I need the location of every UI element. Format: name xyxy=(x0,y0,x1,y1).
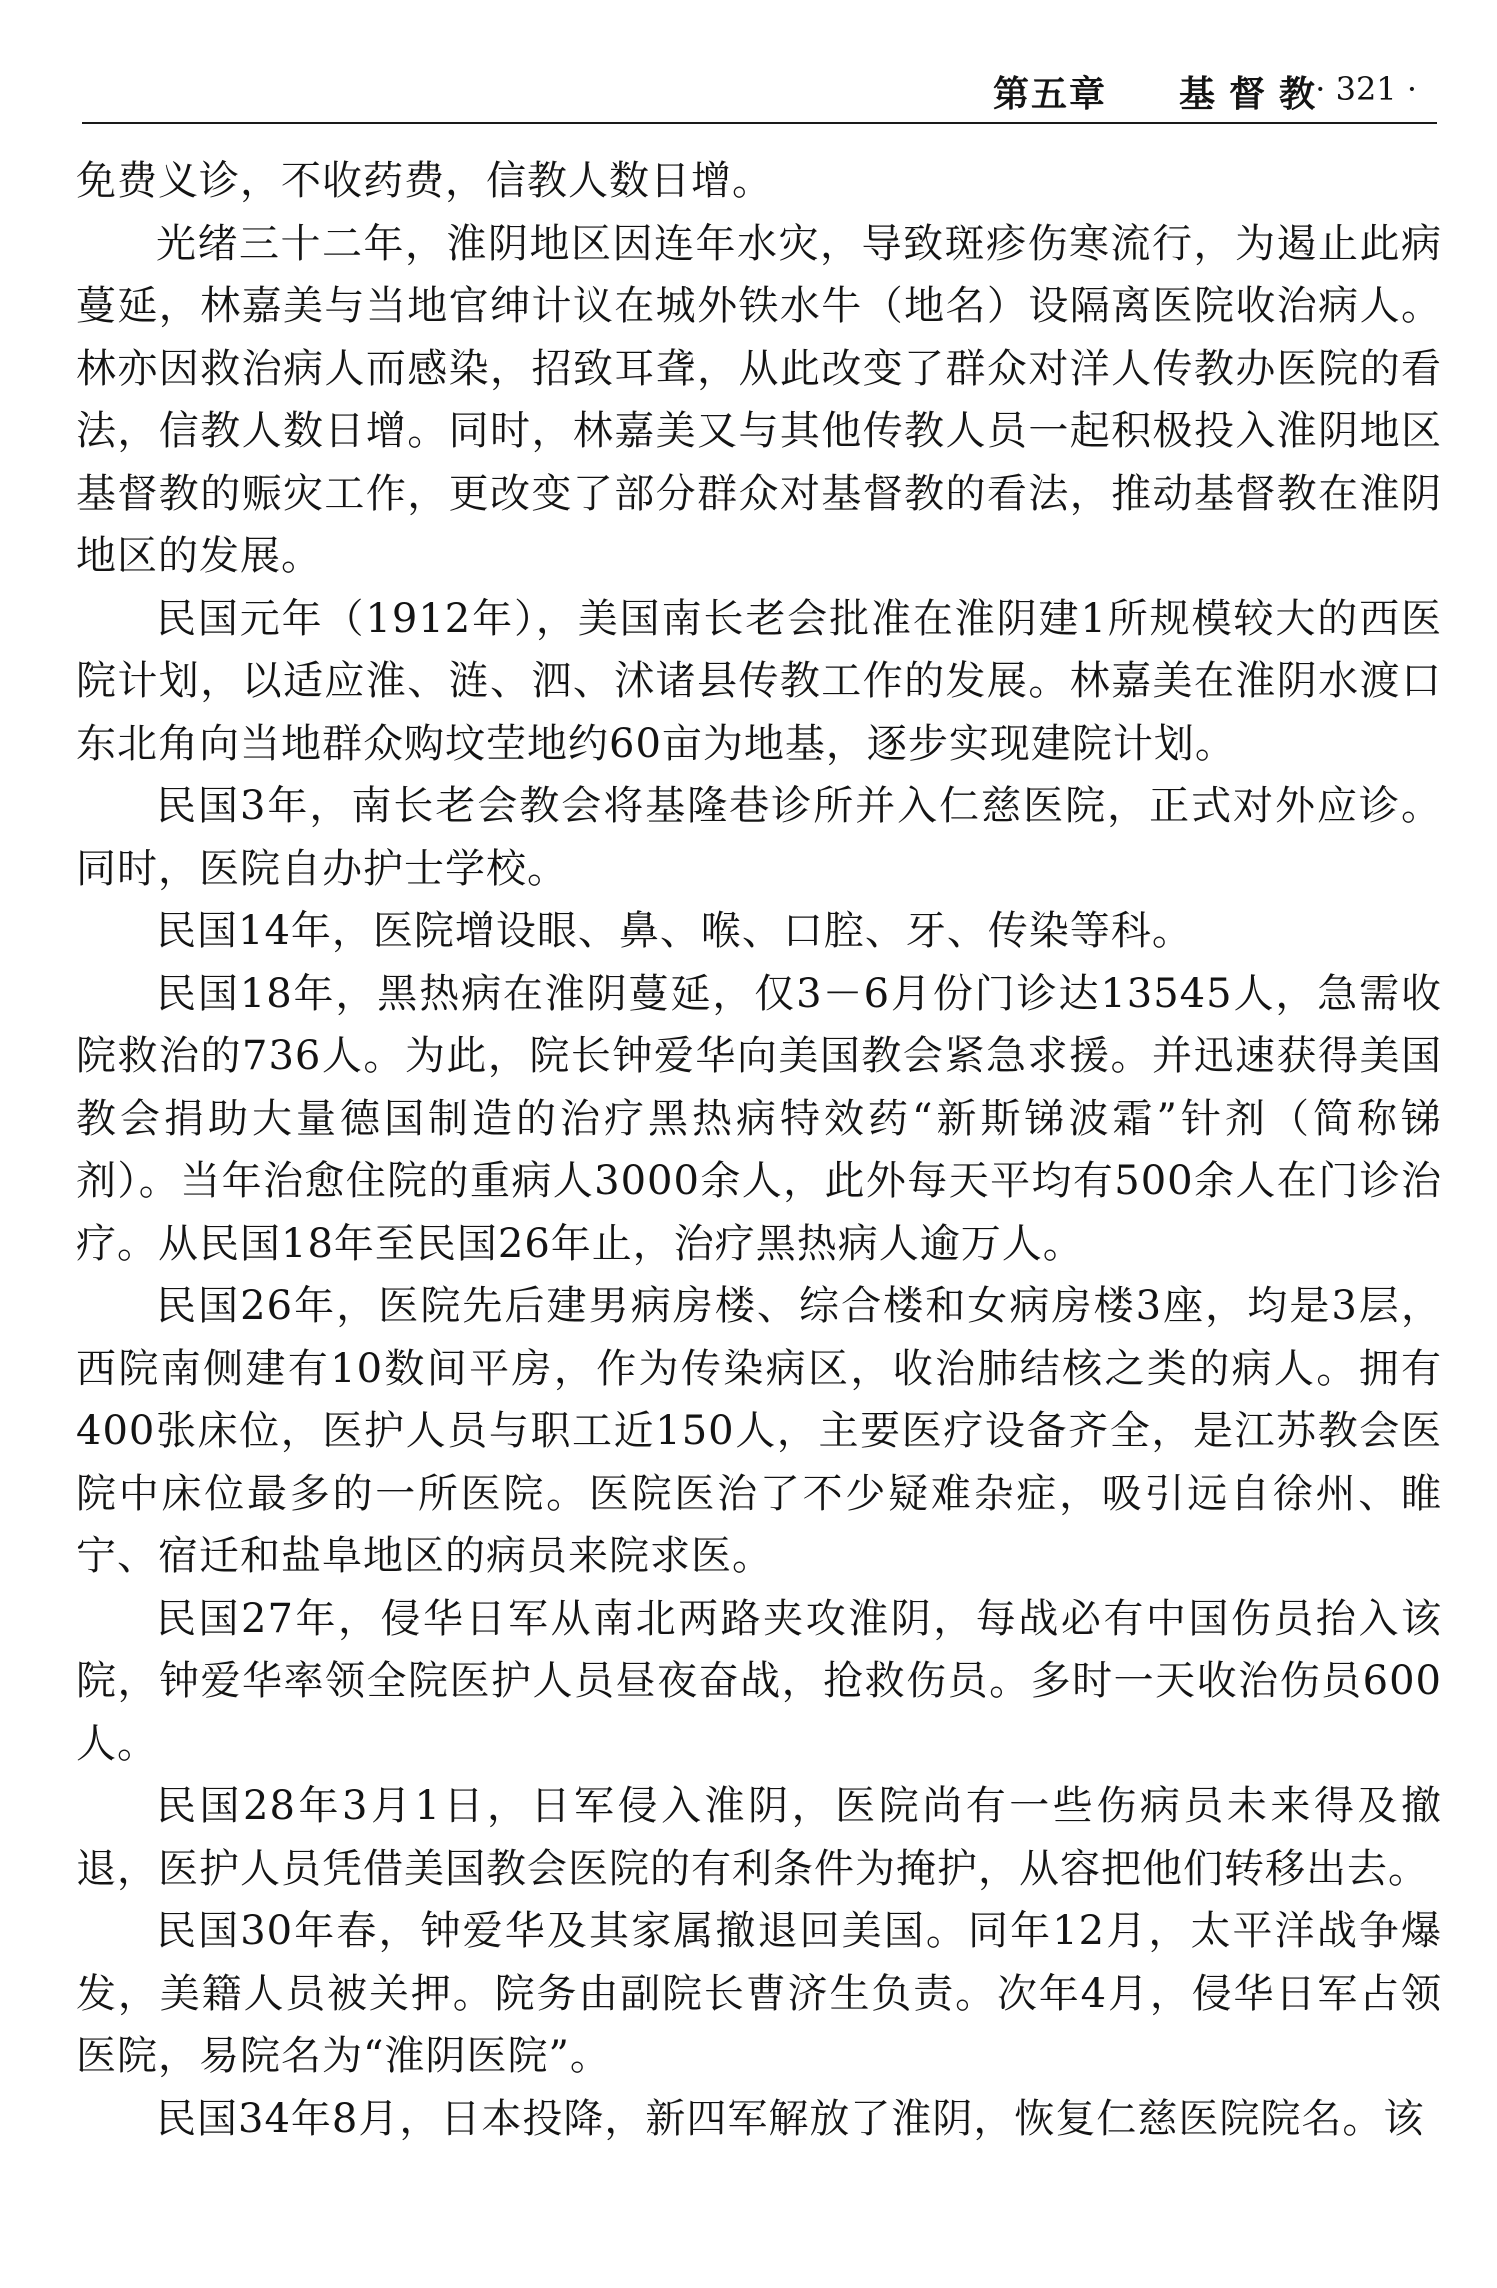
paragraph: 民国28年3月1日，日军侵入淮阴，医院尚有一些伤病员未来得及撤退，医护人员凭借美国教会医院的有利条件为掩护，从容把他们转移出去。 xyxy=(76,1783,1442,1892)
paragraph: 民国18年，黑热病在淮阴蔓延，仅3－6月份门诊达13545人，急需收院救治的736人。为此，院长钟爱华向美国教会紧急求援。并迅速获得美国教会捐助大量德国制造的治疗黑热病特效药“新斯锑波霜”针剂（简称锑剂）。当年治愈住院的重病人3000余人，此外每天平均有500余人在门诊治疗。从民国18年至民国26年止，治疗黑热病人逾万人。 xyxy=(76,970,1442,1267)
chapter-title: 基督教 xyxy=(1178,74,1329,115)
paragraph: 民国30年春，钟爱华及其家属撤退回美国。同年12月，太平洋战争爆发，美籍人员被关押。院务由副院长曹济生负责。次年4月，侵华日军占领医院，易院名为“淮阴医院”。 xyxy=(76,1908,1442,2079)
paragraph: 民国26年，医院先后建男病房楼、综合楼和女病房楼3座，均是3层，西院南侧建有10数间平房，作为传染病区，收治肺结核之类的病人。拥有400张床位，医护人员与职工近150人，主要医疗设备齐全，是江苏教会医院中床位最多的一所医院。医院医治了不少疑难杂症，吸引远自徐州、睢宁、宿迁和盐阜地区的病员来院求医。 xyxy=(76,1283,1442,1579)
paragraph: 民国元年（1912年），美国南长老会批准在淮阴建1所规模较大的西医院计划，以适应淮、涟、泗、沭诸县传教工作的发展。林嘉美在淮阴水渡口东北角向当地群众购坟茔地约60亩为地基，逐步实现建院计划。 xyxy=(76,595,1442,767)
body-text xyxy=(76,150,1442,2150)
running-header xyxy=(82,58,1437,124)
page-number: · 321 · xyxy=(1315,70,1417,108)
paragraph: 民国14年，医院增设眼、鼻、喉、口腔、牙、传染等科。 xyxy=(156,908,1193,954)
paragraph: 光绪三十二年，淮阴地区因连年水灾，导致斑疹伤寒流行，为遏止此病蔓延，林嘉美与当地官绅计议在城外铁水牛（地名）设隔离医院收治病人。林亦因救治病人而感染，招致耳聋，从此改变了群众对洋人传教办医院的看法，信教人数日增。同时，林嘉美又与其他传教人员一起积极投入淮阴地区基督教的赈灾工作，更改变了部分群众对基督教的看法，推动基督教在淮阴地区的发展。 xyxy=(76,220,1442,579)
paragraph: 民国3年，南长老会教会将基隆巷诊所并入仁慈医院，正式对外应诊。同时，医院自办护士学校。 xyxy=(76,783,1442,892)
chapter-label: 第五章 xyxy=(992,74,1107,115)
paragraph: 免费义诊，不收药费，信教人数日增。 xyxy=(76,158,773,204)
paragraph: 民国27年，侵华日军从南北两路夹攻淮阴，每战必有中国伤员抬入该院，钟爱华率领全院医护人员昼夜奋战，抢救伤员。多时一天收治伤员600人。 xyxy=(76,1595,1442,1767)
paragraph: 民国34年8月，日本投降，新四军解放了淮阴，恢复仁慈医院院名。该 xyxy=(156,2095,1425,2142)
